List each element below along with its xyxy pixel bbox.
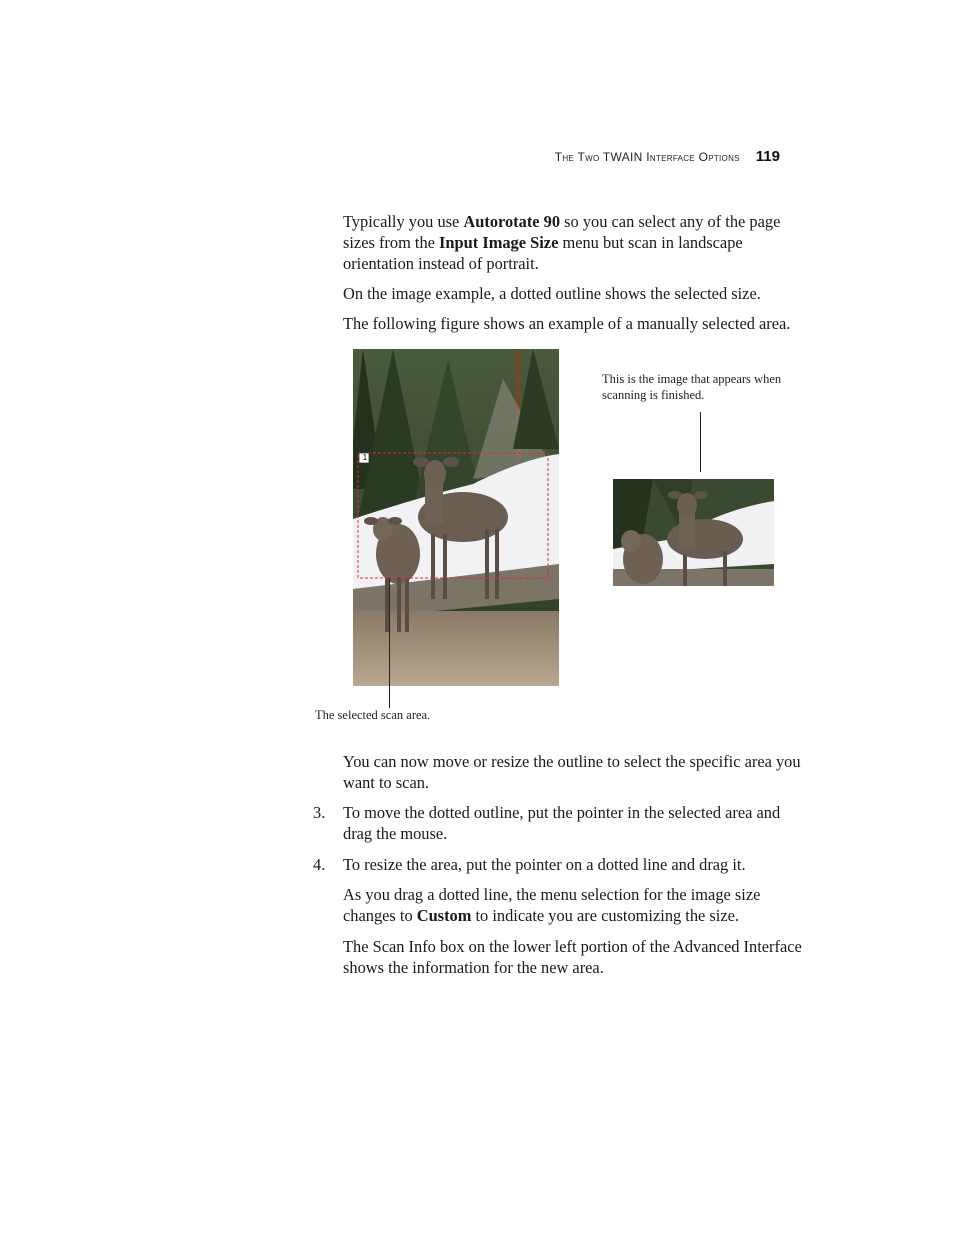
- paragraph-move-resize: You can now move or resize the outline to select the specific area you want to scan.: [343, 752, 801, 792]
- selection-marker[interactable]: 1: [362, 453, 368, 462]
- paragraph-custom-size: [343, 884, 813, 926]
- bold-input-image-size: Input Image Size: [439, 233, 559, 252]
- caption-result-image: This is the image that appears when scanning is finished.: [602, 372, 782, 402]
- result-image: [613, 479, 774, 586]
- step-text: To move the dotted outline, put the pointer in the selected area and drag the mouse.: [343, 803, 781, 843]
- header-title: The Two TWAIN Interface Options: [554, 150, 740, 164]
- bold-custom: Custom: [416, 906, 472, 925]
- step-number: 3.: [313, 803, 326, 822]
- paragraph-figure-intro: The following figure shows an example of a manually selected area.: [343, 314, 791, 333]
- step-text: To resize the area, put the pointer on a dotted line and drag it.: [343, 855, 746, 874]
- text: As you drag a dotted line, the menu selection for the image size changes to: [343, 885, 761, 925]
- page-number: 119: [755, 148, 780, 165]
- text: menu but scan in landscape orientation instead of portrait.: [343, 233, 743, 273]
- deer-preview-photo: [353, 349, 559, 686]
- deer-result-photo: [613, 479, 774, 586]
- callout-line-selected: [389, 578, 390, 708]
- step-4: [313, 854, 813, 875]
- paragraph-dotted-outline: On the image example, a dotted outline shows the selected size.: [343, 284, 761, 303]
- text: to indicate you are customizing the size.: [471, 906, 740, 925]
- text: Typically you use: [343, 212, 464, 231]
- paragraph-autorotate: [343, 211, 813, 274]
- caption-selected-area: The selected scan area.: [315, 708, 431, 722]
- callout-line-result: [700, 412, 701, 472]
- preview-image: [353, 349, 559, 686]
- step-number: 4.: [313, 855, 326, 874]
- text: so you can select any of the page sizes from the: [343, 212, 781, 252]
- step-3: [313, 802, 813, 844]
- paragraph-scan-info: The Scan Info box on the lower left portion of the Advanced Interface shows the information for the new area.: [343, 937, 802, 977]
- bold-autorotate: Autorotate 90: [463, 212, 561, 231]
- running-header: [555, 148, 780, 165]
